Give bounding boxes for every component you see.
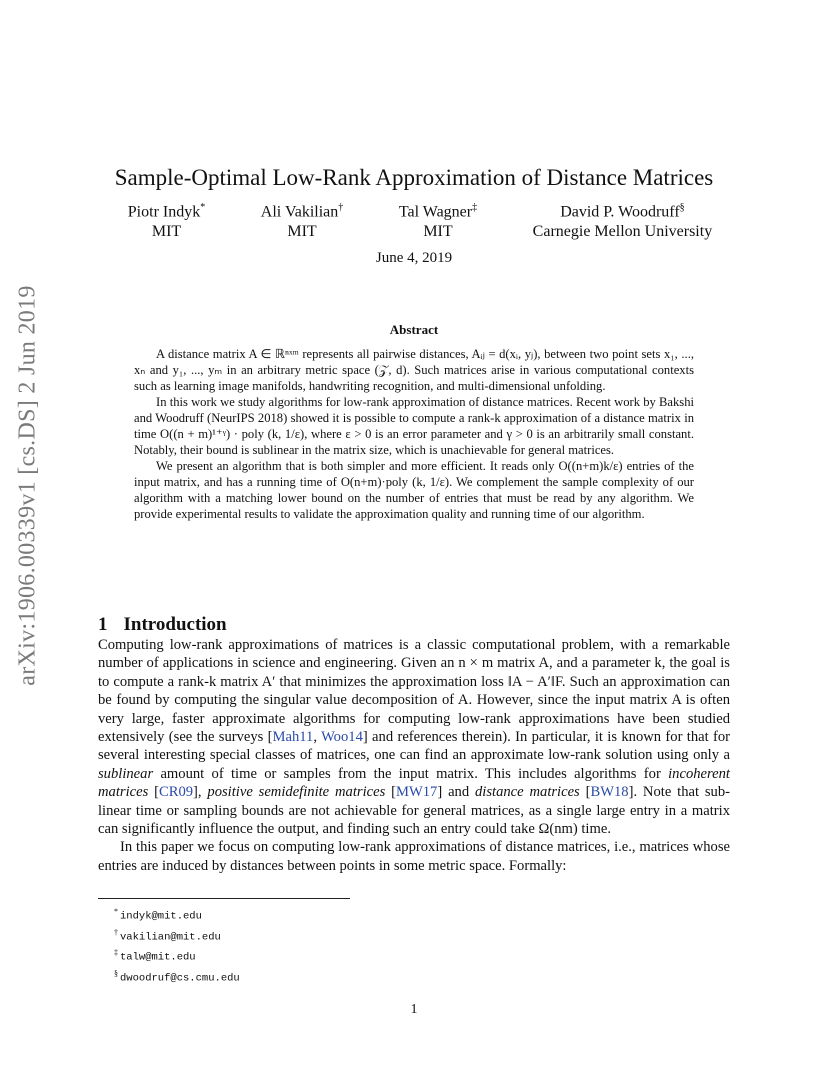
text-run: [ (385, 784, 396, 801)
author-affiliation: Carnegie Mellon University (532, 223, 713, 241)
page-number: 1 (410, 1002, 418, 1017)
footnote-email: indyk@mit.edu (120, 910, 202, 923)
paper-title: Sample-Optimal Low-Rank Approximation of Distance Matrices (114, 165, 714, 191)
citation-link[interactable]: Mah11 (272, 729, 314, 746)
text-run: ], (193, 784, 208, 801)
text-run: Computing low-rank approximations of matrices is a classic computational problem, with a remarkable number of applications in science and engineering. Given an n × m matrix A, and a parameter k, the goal is to compute a rank-k matrix A′ that minimizes the approximation loss ‖A − A′‖F. Such an approximation can be found by computing the singular value decomposition of A. However, since the input matrix A is often very large, faster approximate algorithms for computing low-rank approximations have been studied extensively (see the surveys [ (98, 637, 730, 746)
footnote (114, 904, 240, 925)
author-name: David P. Woodruff (560, 203, 680, 221)
arxiv-identifier: arXiv:1906.00339v1 [cs.DS] 2 Jun 2019 (14, 284, 41, 686)
emphasis: distance matrices (475, 784, 580, 801)
footnotes (114, 904, 240, 986)
author-footnote-mark: § (679, 202, 685, 213)
citation-link[interactable]: MW17 (396, 784, 438, 801)
footnote-email: vakilian@mit.edu (120, 931, 221, 943)
author-block (261, 198, 343, 242)
abstract-paragraph: In this work we study algorithms for low-rank approximation of distance matrices. Recent work by Bakshi and Woodruff (NeurIPS 2018) showed it is possible to compute a rank-k approximation of a distance matrix in time O((n + m)¹⁺ᵞ) · poly (k, 1/ε), where ε > 0 is an error parameter and γ > 0 is an arbitrarily small constant. Notably, their bound is sublinear in the matrix size, which is unachievable for general matrices. (134, 395, 694, 457)
author-footnote-mark: * (200, 202, 206, 213)
citation-link[interactable]: Woo14 (321, 729, 363, 746)
author-footnote-mark: † (338, 202, 344, 213)
body-paragraph (98, 636, 730, 838)
footnote (114, 925, 240, 946)
emphasis: positive semidefinite matrices (207, 784, 386, 801)
text-run: [ (579, 784, 591, 801)
footnote (114, 966, 240, 987)
text-run: [ (148, 784, 159, 801)
author-affiliation: MIT (151, 223, 182, 241)
footnote-mark: † (114, 927, 118, 937)
abstract-paragraph: We present an algorithm that is both simpler and more efficient. It reads only O((n+m)k/ε) entries of the input matrix, and has a running time of O(n+m)·poly (k, 1/ε). We complement the sample complexity of our algorithm with a matching lower bound on the number of entries that must be read by any algorithm. We provide experimental results to validate the approximation quality and running time of our algorithm. (134, 459, 694, 521)
footnote-email: dwoodruf@cs.cmu.edu (120, 972, 240, 984)
author-list (100, 198, 740, 242)
body-paragraph: In this paper we focus on computing low-rank approximations of distance matrices, i.e., matrices whose entries are induced by distances between points in some metric space. Formally: (98, 839, 730, 874)
author-name: Piotr Indyk (127, 203, 201, 221)
abstract-paragraph: A distance matrix A ∈ ℝⁿˣᵐ represents all pairwise distances, Aᵢⱼ = d(xᵢ, yⱼ), between two point sets x₁, ..., xₙ and y₁, ..., yₘ in an arbitrary metric space (𝒵, d). Such matrices arise in various computational contexts such as learning image manifolds, handwriting recognition, and multi-dimensional unfolding. (134, 347, 694, 393)
section-body (98, 636, 730, 875)
footnote-mark: * (114, 907, 118, 916)
author-block (533, 198, 713, 242)
author-block (399, 198, 477, 242)
citation-link[interactable]: BW18 (590, 784, 629, 801)
text-run: ] and references therein). In particular, it is known for that for several interesting special classes of matrices, one can find an approximate low-rank solution using only a (98, 729, 730, 764)
footnote-mark: ‡ (114, 948, 118, 957)
footnote-mark: § (114, 968, 118, 978)
text-run: amount of time or samples from the input matrix. This includes algorithms for (153, 765, 669, 782)
emphasis: sublinear (98, 765, 154, 782)
arxiv-sidebar (10, 284, 46, 686)
author-affiliation: MIT (287, 223, 317, 241)
author-footnote-mark: ‡ (472, 202, 478, 213)
text-run: , (313, 729, 322, 746)
author-affiliation: MIT (423, 223, 453, 241)
section-title: Introduction (123, 613, 227, 635)
footnote-rule (98, 898, 350, 899)
section-heading (98, 614, 227, 636)
citation-link[interactable]: CR09 (158, 784, 194, 801)
emphasis: incoherent matrices (98, 765, 730, 801)
section-number: 1 (98, 613, 108, 635)
abstract-body (134, 346, 694, 522)
author-name: Tal Wagner (398, 203, 473, 221)
abstract-heading: Abstract (389, 322, 439, 337)
author-name: Ali Vakilian (260, 203, 339, 221)
publication-date: June 4, 2019 (375, 250, 453, 266)
footnote-email: talw@mit.edu (120, 951, 196, 964)
author-block (128, 198, 205, 242)
text-run: ]. Note that sub-linear time or sampling bounds are not achievable for general matrices, as a single large entry in a matrix can significantly influence the output, and finding such an entry could take Ω(nm) time. (98, 784, 731, 838)
footnote (114, 945, 240, 966)
text-run: ] and (437, 784, 475, 801)
